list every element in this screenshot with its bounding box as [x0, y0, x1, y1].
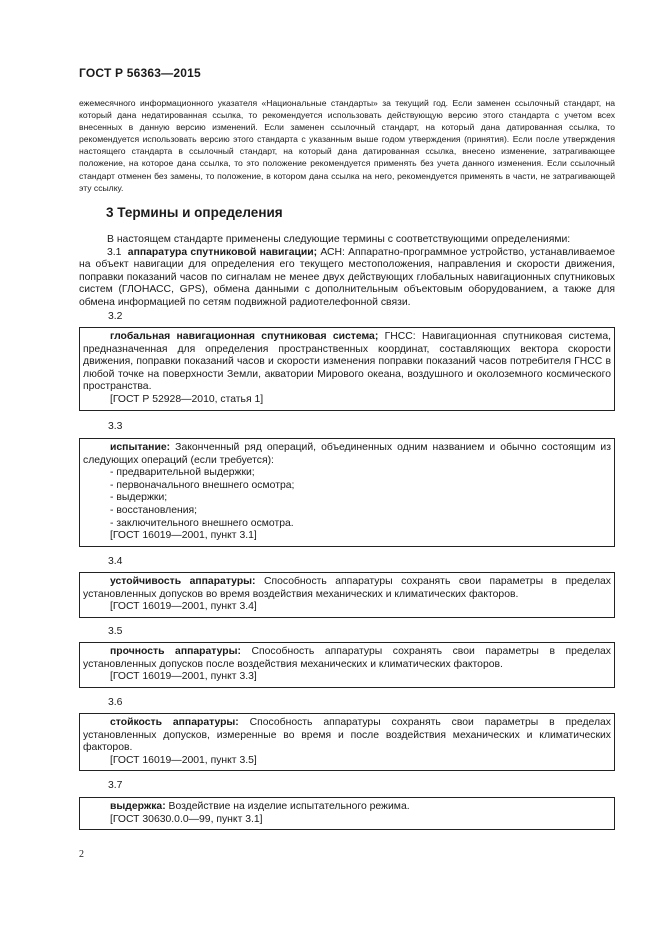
term-reference: [ГОСТ 16019—2001, пункт 3.3]: [110, 671, 257, 683]
term-definition: [83, 646, 611, 671]
term-name: аппаратура спутниковой навигации;: [127, 246, 318, 258]
term-definition: [83, 717, 611, 755]
term-reference: [ГОСТ 16019—2001, пункт 3.4]: [110, 601, 257, 613]
term-definition: [83, 442, 611, 467]
term-number: 3.3: [108, 421, 123, 432]
term-number: 3.1: [107, 246, 122, 258]
term-text: Способность аппаратуры сохранять свои параметры в пределах установленных допусков после воздействия механических и климатических факторов.: [83, 646, 612, 670]
operations-list: [83, 467, 611, 530]
term-number: 3.2: [108, 311, 123, 322]
term-text: Способность аппаратуры сохранять свои параметры в пределах установленных допусков во время воздействия механических и климатических факторов.: [83, 576, 611, 600]
term-name: прочность аппаратуры:: [110, 646, 241, 657]
document-header: ГОСТ Р 56363—2015: [79, 66, 201, 80]
preamble-paragraph: [79, 97, 615, 194]
intro-line: В настоящем стандарте применены следующие термины с соответствующими определениями:: [107, 234, 571, 245]
term-reference: [ГОСТ Р 52928—2010, статья 1]: [110, 393, 264, 405]
term-box-3-4: [79, 572, 615, 618]
term-name: выдержка:: [110, 801, 166, 812]
term-text: Способность аппаратуры сохранять свои параметры в пределах установленных допусков, измеренные во время и после воздействия механических и климатических факторов.: [83, 717, 611, 754]
list-item: - выдержки;: [110, 492, 168, 504]
term-definition: [83, 801, 611, 814]
term-number: 3.7: [108, 780, 123, 791]
term-text: ГНСС: Навигационная спутниковая система, предназначенная для определения пространственных координат, составляющих вектора скорости движения, поправки показаний часов и скорости изменения поправки показаний часов потребителя ГНСС в любой точке на поверхности Земли, акватории Мирового океана, воздушного и околоземного космического пространства.: [83, 331, 611, 393]
term-name: устойчивость аппаратуры:: [110, 576, 256, 587]
term-reference: [ГОСТ 30630.0.0—99, пункт 3.1]: [110, 813, 263, 825]
term-box-3-3: [79, 438, 615, 547]
section-title: 3 Термины и определения: [106, 205, 283, 220]
term-box-3-6: [79, 713, 615, 771]
list-item: - предварительной выдержки;: [110, 467, 255, 479]
term-box-3-5: [79, 642, 615, 688]
term-text: Законченный ряд операций, объединенных одним названием и обычно состоящим из следующих операций (если требуется):: [83, 442, 611, 466]
list-item: - восстановления;: [110, 504, 198, 516]
term-definition: АСН: Аппаратно-программное устройство, устанавливаемое на объект навигации для определения его текущего местоположения, направления и скорости движения, поправки показаний часов по сигналам не менее двух действующих глобальных навигационных спутниковых систем (ГЛОНАСС, GPS), обмена данными с дополнительным объектовым оборудованием, а также для обмена информацией по сетям подвижной радиотелефонной связи.: [79, 246, 615, 308]
list-item: - первоначального внешнего осмотра;: [110, 479, 295, 491]
preamble-text: ежемесячного информационного указателя «Национальные стандарты» за текущий год. Если заменен ссылочный стандарт, на который дана недатированная ссылка, то рекомендуется использовать действующую версию этого стандарта с учетом всех внесенных в данную версию изменений. Если заменен ссылочный стандарт, на который дана датированная ссылка, то рекомендуется использовать версию этого стандарта с указанным выше годом утверждения (принятия). Если после утверждения настоящего стандарта в ссылочный стандарт, на который дана датированная ссылка, внесено изменение, затрагивающее положение, на которое дана ссылка, то это положение рекомендуется применять без учета данного изменения. Если ссылочный стандарт отменен без замены, то положение, в котором дана ссылка на него, рекомендуется применять в части, не затрагивающей эту ссылку.: [79, 98, 615, 193]
term-box-3-7: [79, 797, 615, 830]
term-text: Воздействие на изделие испытательного режима.: [165, 801, 410, 812]
term-number: 3.6: [108, 697, 123, 708]
term-number: 3.5: [108, 626, 123, 637]
list-item: - заключительного внешнего осмотра.: [110, 517, 294, 529]
term-reference: [ГОСТ 16019—2001, пункт 3.1]: [110, 530, 257, 542]
term-3-1: [79, 247, 615, 310]
term-definition: [83, 576, 611, 601]
term-reference: [ГОСТ 16019—2001, пункт 3.5]: [110, 754, 257, 766]
term-definition: [83, 331, 611, 394]
term-name: стойкость аппаратуры:: [110, 717, 239, 728]
page-number: 2: [79, 849, 84, 860]
term-box-3-2: [79, 327, 615, 411]
intro-block: [79, 234, 615, 310]
term-name: глобальная навигационная спутниковая система;: [110, 331, 379, 342]
term-number: 3.4: [108, 556, 123, 567]
term-name: испытание:: [110, 442, 171, 453]
